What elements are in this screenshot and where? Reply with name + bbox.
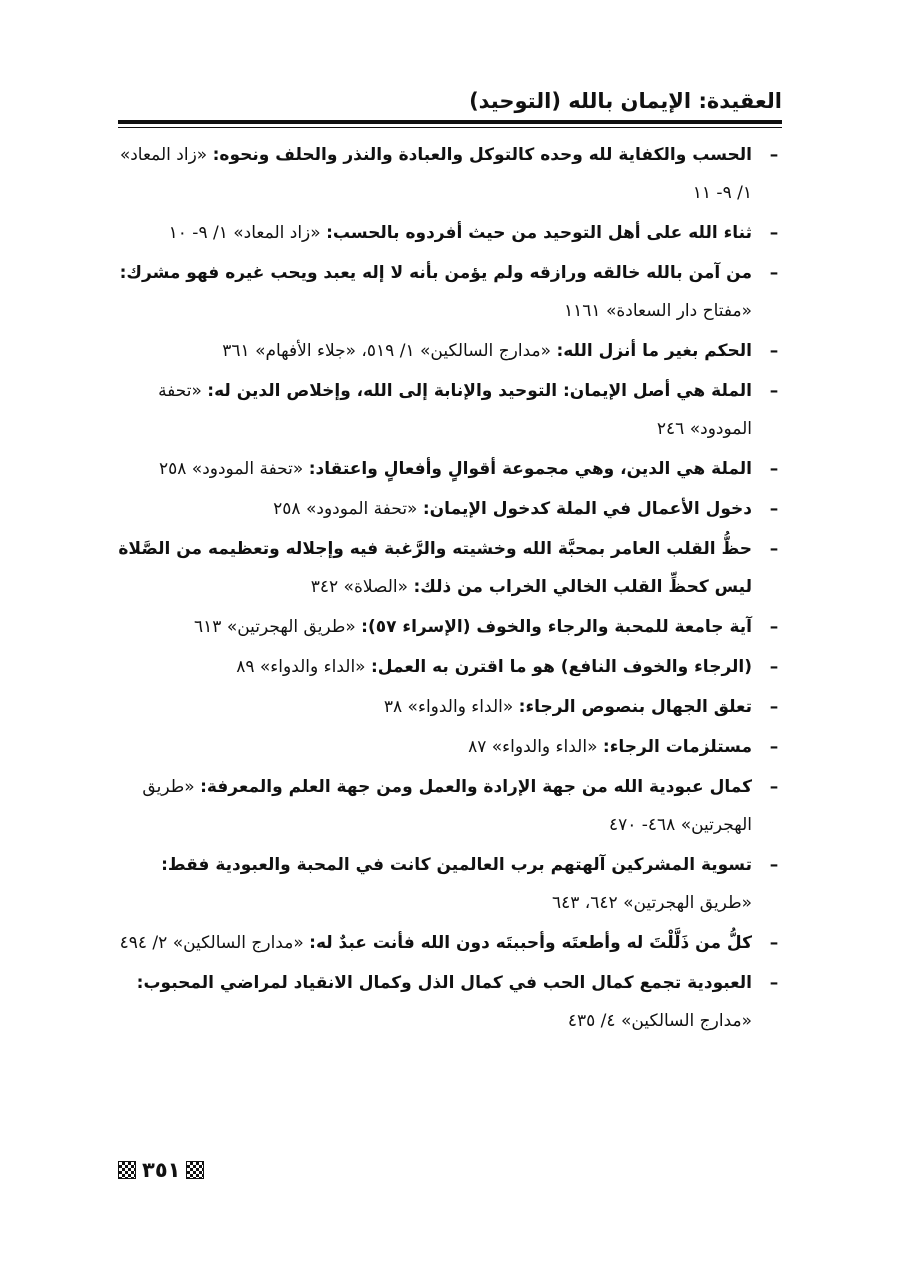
ornament-left-icon — [118, 1161, 136, 1179]
entry-reference: «تحفة المودود» ٢٥٨ — [273, 499, 418, 519]
index-entry — [112, 136, 784, 212]
index-entry — [112, 728, 784, 766]
entry-dash-marker: – — [769, 657, 779, 677]
entry-reference: «مدارج السالكين» ١/ ٥١٩، «جلاء الأفهام» ٣٦١ — [222, 341, 552, 361]
running-header: العقيدة: الإيمان بالله (التوحيد) — [469, 89, 782, 113]
entry-topic: تسوية المشركين آلهتهم برب العالمين كانت في المحبة والعبودية فقط: — [161, 855, 752, 875]
entry-dash-marker: – — [769, 145, 779, 165]
index-entry — [112, 924, 784, 962]
entry-dash-marker: – — [769, 933, 779, 953]
entry-reference: «الداء والدواء» ٨٧ — [468, 737, 598, 757]
page-number: ٣٥١ — [142, 1158, 181, 1182]
index-entry — [112, 254, 784, 330]
header-rule-thick — [118, 120, 782, 124]
entry-topic: كمال عبودية الله من جهة الإرادة والعمل ومن جهة العلم والمعرفة: — [200, 777, 752, 797]
entry-reference: «الداء والدواء» ٣٨ — [383, 697, 514, 717]
entry-dash-marker: – — [769, 973, 779, 993]
index-entry — [112, 530, 784, 606]
entry-reference: «الداء والدواء» ٨٩ — [236, 657, 366, 677]
entry-dash-marker: – — [769, 617, 779, 637]
entry-reference: «الصلاة» ٣٤٢ — [310, 577, 409, 597]
entry-topic: من آمن بالله خالقه ورازقه ولم يؤمن بأنه لا إله يعبد ويحب غيره فهو مشرك: — [119, 263, 752, 283]
entry-dash-marker: – — [769, 855, 779, 875]
entry-topic: دخول الأعمال في الملة كدخول الإيمان: — [422, 499, 752, 519]
ornament-right-icon — [186, 1161, 204, 1179]
entry-reference: «زاد المعاد» ١/ ٩- ١١ — [119, 145, 752, 203]
entry-topic: الملة هي أصل الإيمان: التوحيد والإنابة إلى الله، وإخلاص الدين له: — [207, 381, 752, 401]
entry-topic: الحكم بغير ما أنزل الله: — [556, 341, 752, 361]
entry-reference: «مدارج السالكين» ٤/ ٤٣٥ — [567, 1011, 752, 1031]
entry-dash-marker: – — [769, 539, 779, 559]
entry-topic: العبودية تجمع كمال الحب في كمال الذل وكمال الانقياد لمراضي المحبوب: — [136, 973, 752, 993]
index-entry — [112, 688, 784, 726]
entry-dash-marker: – — [769, 263, 779, 283]
index-entries-list — [112, 136, 784, 1042]
index-entry — [112, 964, 784, 1040]
index-entry — [112, 490, 784, 528]
entry-reference: «زاد المعاد» ١/ ٩- ١٠ — [168, 223, 321, 243]
entry-dash-marker: – — [769, 341, 779, 361]
header-rule-thin — [118, 127, 782, 128]
entry-dash-marker: – — [769, 737, 779, 757]
entry-reference: «طريق الهجرتين» ٤٦٨- ٤٧٠ — [142, 777, 752, 835]
entry-dash-marker: – — [769, 223, 779, 243]
entry-topic: كلُّ من ذَلَّلْتَ له وأطعتَه وأحببتَه دون الله فأنت عبدٌ له: — [309, 933, 752, 953]
index-entry — [112, 648, 784, 686]
entry-topic: الملة هي الدين، وهي مجموعة أقوالٍ وأفعالٍ واعتقاد: — [308, 459, 752, 479]
entry-dash-marker: – — [769, 459, 779, 479]
entry-topic: تعلق الجهال بنصوص الرجاء: — [518, 697, 752, 717]
entry-dash-marker: – — [769, 381, 779, 401]
entry-reference: «طريق الهجرتين» ٦٤٢، ٦٤٣ — [551, 893, 752, 913]
index-entry — [112, 332, 784, 370]
entry-topic: حظُّ القلب العامر بمحبَّة الله وخشيته والرَّغبة فيه وإجلاله وتعظيمه من الصَّلاة ليس كحظِّ القلب الخالي الخراب من ذلك: — [118, 539, 752, 597]
index-entry — [112, 608, 784, 646]
entry-dash-marker: – — [769, 697, 779, 717]
entry-topic: ثناء الله على أهل التوحيد من حيث أفردوه بالحسب: — [326, 223, 752, 243]
entry-dash-marker: – — [769, 777, 779, 797]
entry-reference: «مفتاح دار السعادة» ١١٦١ — [564, 301, 752, 321]
index-entry — [112, 768, 784, 844]
entry-topic: مستلزمات الرجاء: — [602, 737, 752, 757]
index-entry — [112, 214, 784, 252]
entry-reference: «تحفة المودود» ٢٥٨ — [158, 459, 304, 479]
entry-topic: آية جامعة للمحبة والرجاء والخوف (الإسراء ٥٧): — [361, 617, 752, 637]
entry-reference: «تحفة المودود» ٢٤٦ — [158, 381, 752, 439]
index-entry — [112, 846, 784, 922]
entry-topic: الحسب والكفاية لله وحده كالتوكل والعبادة والنذر والحلف ونحوه: — [212, 145, 752, 165]
index-entry — [112, 372, 784, 448]
entry-topic: (الرجاء والخوف النافع) هو ما اقترن به العمل: — [371, 657, 752, 677]
page-footer — [118, 1156, 204, 1184]
entry-reference: «مدارج السالكين» ٢/ ٤٩٤ — [119, 933, 304, 953]
index-entry — [112, 450, 784, 488]
entry-dash-marker: – — [769, 499, 779, 519]
entry-reference: «طريق الهجرتين» ٦١٣ — [194, 617, 356, 637]
